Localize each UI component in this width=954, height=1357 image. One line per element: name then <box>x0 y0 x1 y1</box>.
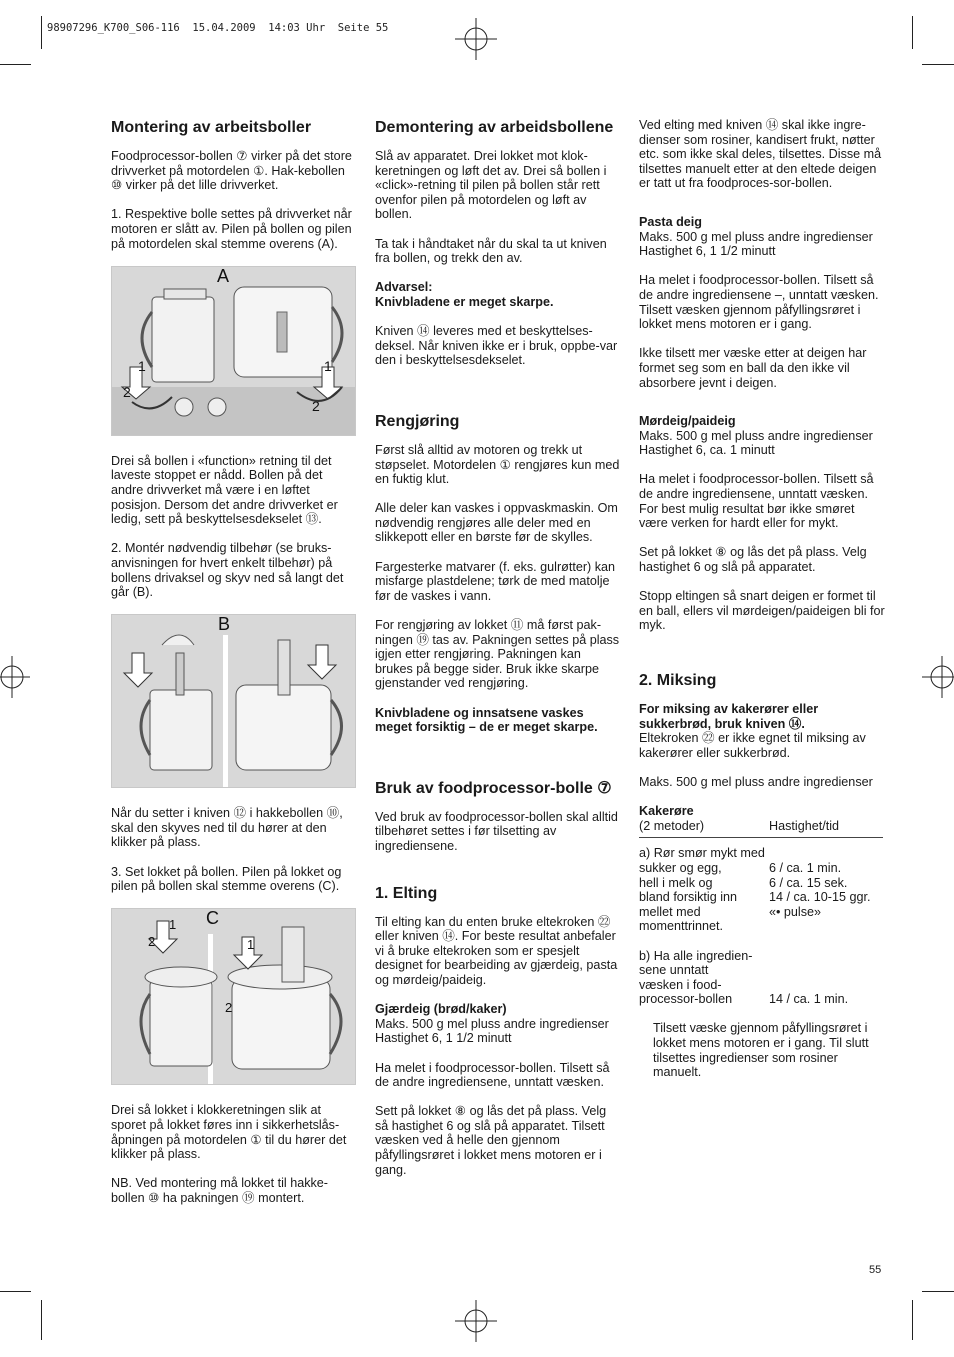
figure-b <box>111 614 356 788</box>
table-row <box>639 963 883 978</box>
table-cell: hell i melk og <box>639 875 713 890</box>
recipe-line: Maks. 500 g mel pluss andre ingredienser <box>375 1016 609 1031</box>
svg-text:2: 2 <box>123 383 131 400</box>
paragraph: Ved elting med kniven ⑭ skal ikke ingre-dienser som rosiner, kandisert frukt, nøtter etc. som ikke skal deles, tilsettes. Disse må tilsettes manuelt etter at den eltede deigen er tatt ut fra foodproces-sor-bollen. <box>639 118 882 191</box>
section-title-disassembly: Demontering av arbeidsbollene <box>375 119 614 136</box>
table-divider <box>639 837 883 838</box>
recipe-subtitle: Pasta deig <box>639 214 702 229</box>
speed-table <box>639 846 883 1007</box>
table-cell <box>769 963 883 978</box>
recipe-line: Maks. 500 g mel pluss andre ingredienser <box>639 229 873 244</box>
paragraph: Alle deler kan vaskes i oppvaskmaskin. Om nødvendig rengjøres alle deler med en slikkepott eller en børste før de skylles. <box>375 501 618 545</box>
table-cell <box>769 934 883 949</box>
recipe-subtitle: Gjærdeig (brød/kaker) <box>375 1002 507 1017</box>
svg-text:2: 2 <box>312 397 320 414</box>
column-1 <box>111 118 357 1220</box>
crop-mark <box>922 1291 954 1292</box>
paragraph: Set på lokket ⑧ og lås det på plass. Velg hastighet 6 og slå på apparatet. <box>639 545 867 575</box>
recipe-subtitle: Mørdeig/paideig <box>639 414 736 429</box>
paragraph: 2. Montér nødvendig tilbehør (se bruks-anvisningen for hvert enkelt tilbehør) på bollens drivaksel og skyv ned så langt det går (B). <box>111 541 344 600</box>
table-cell: momenttrinnet. <box>639 919 723 934</box>
table-row <box>639 919 883 934</box>
paragraph: Til elting kan du enten bruke eltekroken ㉒ eller kniven ⑭. For beste resultat anbefaler vi å bruke eltekroken som er spesjelt designet for bearbeiding av gjærdeig, pasta og mørdeig/paideig. <box>375 914 618 987</box>
paragraph: Drei så bollen i «function» retning til det laveste stoppet er nådd. Bollen på det andre drivverket må være i en løftet posisjon. Dersom det andre drivverket er ledig, sett på beskyttelsesdekselet ⑬. <box>111 453 338 527</box>
lid-assembly-illustration <box>112 909 355 1084</box>
instruction-bold: For miksing av kakerører eller sukkerbrød, bruk kniven ⑭. <box>639 702 819 731</box>
table-cell: sene unntatt <box>639 963 709 978</box>
registration-mark-icon <box>922 656 954 698</box>
table-row <box>639 861 883 876</box>
table-cell <box>639 934 769 949</box>
table-cell: processor-bollen <box>639 992 733 1007</box>
table-row <box>639 992 883 1007</box>
table-row <box>639 876 883 891</box>
table-cell: sukker og egg, <box>639 860 722 875</box>
paragraph: 3. Set lokket på bollen. Pilen på lokket og pilen på bollen skal stemme overens (C). <box>111 864 342 894</box>
paragraph: 1. Respektive bolle settes på drivverket når motoren er slått av. Pilen på bollen og pilen på motordelen skal stemme overens (A). <box>111 207 352 251</box>
table-title: Kakerøre <box>639 804 694 819</box>
table-row <box>639 978 883 993</box>
print-header: 98907296_K700_S06-116 15.04.2009 14:03 Uhr Seite 55 <box>47 22 389 34</box>
table-row <box>639 890 883 905</box>
table-cell: 14 / ca. 1 min. <box>769 992 849 1007</box>
table-cell <box>769 949 883 964</box>
table-cell: 6 / ca. 15 sek. <box>769 875 848 890</box>
table-header-cell: (2 metoder) <box>639 818 705 833</box>
paragraph: NB. Ved montering må lokket til hakke-bollen ⑩ ha pakningen ⑲ montert. <box>111 1176 328 1205</box>
table-cell: 14 / ca. 10-15 ggr. <box>769 890 871 905</box>
page-number: 55 <box>869 1264 882 1276</box>
crop-mark <box>922 64 954 65</box>
svg-text:1: 1 <box>169 917 177 933</box>
column-2 <box>375 118 621 1192</box>
svg-text:1: 1 <box>324 357 332 374</box>
table-cell <box>769 978 883 993</box>
column-3 <box>639 118 885 1094</box>
registration-mark-icon <box>0 656 30 698</box>
paragraph: Kniven ⑭ leveres med et beskyttelses-deksel. Når kniven ikke er i bruk, oppbe-var den i beskyttelsesdekselet. <box>375 324 618 368</box>
section-title-bowl-usage: Bruk av foodprocessor-bolle ⑦ <box>375 779 612 797</box>
table-row <box>639 846 883 861</box>
crop-mark <box>0 1291 31 1292</box>
table-cell: «• pulse» <box>769 904 822 919</box>
warning-label: Advarsel: <box>375 280 433 295</box>
table-cell: mellet med <box>639 904 701 919</box>
registration-mark-icon <box>455 18 497 60</box>
paragraph: Først slå alltid av motoren og trekk ut støpselet. Motordelen ① rengjøres kun med en fuktig klut. <box>375 442 620 487</box>
paragraph: Ikke tilsett mer væske etter at deigen har formet seg som en ball da den ikke vil absorbere jevnt i deigen. <box>639 346 867 390</box>
registration-mark-icon <box>455 1300 497 1342</box>
svg-text:2: 2 <box>225 1000 233 1016</box>
recipe-line: Hastighet 6, ca. 1 minutt <box>639 443 775 458</box>
table-header-cell: Hastighet/tid <box>769 818 840 833</box>
table-cell: b) Ha alle ingredien- <box>639 948 753 963</box>
paragraph: Sett på lokket ⑧ og lås det på plass. Velg så hastighet 6 og slå på apparatet. Tilsett væsken ved å helle den gjennom påfyllingsrøret i lokket mens motoren er i gang. <box>375 1104 607 1177</box>
warning-text: Knivbladene og innsatsene vaskes meget forsiktig – de er meget skarpe. <box>375 705 598 735</box>
table-row <box>639 949 883 964</box>
section-title-cleaning: Rengjøring <box>375 412 460 430</box>
table-row <box>639 905 883 920</box>
svg-text:1: 1 <box>247 937 255 953</box>
accessory-insertion-illustration <box>112 615 355 787</box>
section-title-assembly: Montering av arbeitsboller <box>111 119 312 136</box>
table-cell <box>769 846 883 861</box>
table-cell: bland forsiktig inn <box>639 890 738 905</box>
recipe-line: Hastighet 6, 1 1/2 minutt <box>375 1031 512 1046</box>
section-title-mixing: 2. Miksing <box>639 672 717 689</box>
svg-text:2: 2 <box>148 934 156 950</box>
paragraph: Når du setter i kniven ⑫ i hakkebollen ⑩, skal den skyves ned til du hører at den klikker på plass. <box>111 806 343 850</box>
crop-mark <box>912 16 913 49</box>
svg-text:1: 1 <box>138 357 146 374</box>
table-row <box>639 934 883 949</box>
recipe-line: Maks. 500 g mel pluss andre ingredienser <box>639 428 873 443</box>
paragraph: For rengjøring av lokket ⑪ må først pak-ningen ⑲ tas av. Pakningen settes på plass igjen etter rengjøring. Pakningen kan brukes på begge sider. Bruk ikke skarpe gjenstander ved rengjøring. <box>375 618 620 691</box>
paragraph: Stopp eltingen så snart deigen er formet til en ball, ellers vil mørdeigen/paideigen bli for myk. <box>639 589 885 633</box>
paragraph: Ved bruk av foodprocessor-bollen skal alltid tilbehøret settes i før tilsetting av ingrediensene. <box>375 809 618 853</box>
table-cell: væsken i food- <box>639 977 722 992</box>
table-cell: a) Rør smør mykt med <box>639 846 765 861</box>
paragraph: Eltekroken ㉒ er ikke egnet til miksing av kakerører eller sukkerbrød. <box>639 731 866 760</box>
crop-mark <box>41 1300 42 1340</box>
paragraph: Ha melet i foodprocessor-bollen. Tilsett så de andre ingrediensene, unntatt væsken. <box>375 1060 610 1090</box>
table-cell <box>769 919 883 934</box>
crop-mark <box>912 1300 913 1340</box>
food-processor-bowls-illustration <box>112 267 355 435</box>
crop-mark <box>41 16 42 49</box>
figure-a <box>111 266 356 436</box>
paragraph: Ha melet i foodprocessor-bollen. Tilsett så de andre ingrediensene, unntatt væsken. For best mulig resultat bør ikke smøret være verken for hardt eller for mykt. <box>639 472 874 531</box>
warning-text: Knivbladene er meget skarpe. <box>375 294 554 309</box>
paragraph: Ta tak i håndtaket når du skal ta ut kniven fra bollen, og trekk den av. <box>375 236 607 266</box>
speed-table-header <box>639 819 883 834</box>
paragraph: Foodprocessor-bollen ⑦ virker på det store drivverket på motordelen ①. Hak-kebollen ⑩ virker på det lille drivverket. <box>111 149 352 193</box>
figure-label: C <box>206 908 219 929</box>
table-cell: 6 / ca. 1 min. <box>769 860 842 875</box>
paragraph: Maks. 500 g mel pluss andre ingredienser <box>639 774 873 789</box>
crop-mark <box>0 64 31 65</box>
paragraph: Drei så lokket i klokkeretningen slik at sporet på lokket føres inn i sikkerhetslås-åpningen på motordelen ① til du hører det klikker på plass. <box>111 1103 347 1162</box>
paragraph: Slå av apparatet. Drei lokket mot klok-keretningen og løft det av. Drei så bollen i «click»-retning til pilen på bollen står rett ovenfor pilen på motordelen og løft av bollen. <box>375 149 607 222</box>
section-title-kneading: 1. Elting <box>375 884 438 902</box>
paragraph: Fargesterke matvarer (f. eks. gulrøtter) kan misfarge plastdelene; tørk de med matolje før de vaskes i vann. <box>375 559 616 603</box>
paragraph: Ha melet i foodprocessor-bollen. Tilsett så de andre ingrediensene –, unntatt væsken. Tilsett væsken gjennom påfyllingsrøret i lokket mens motoren er i gang. <box>639 273 879 332</box>
figure-c <box>111 908 356 1085</box>
recipe-line: Hastighet 6, 1 1/2 minutt <box>639 244 776 259</box>
paragraph: Tilsett væske gjennom påfyllingsrøret i lokket mens motoren er i gang. Til slutt tilsettes ingredienser som rosiner manuelt. <box>653 1021 869 1080</box>
figure-label: B <box>218 614 231 635</box>
figure-label: A <box>217 265 230 286</box>
